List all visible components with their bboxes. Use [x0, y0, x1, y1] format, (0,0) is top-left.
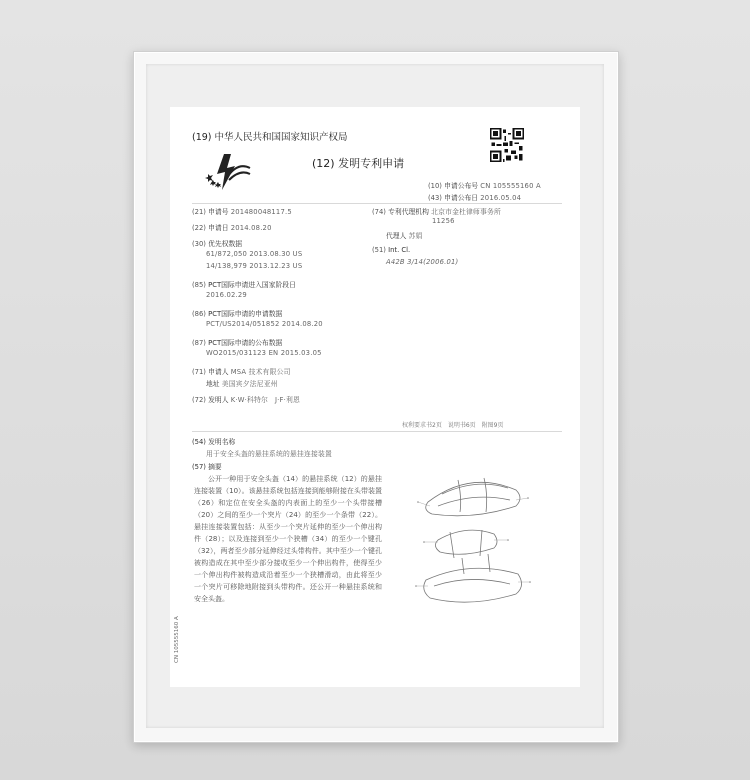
- helmet-drawing: [398, 462, 548, 632]
- field-priority-data: (30) 优先权数据: [192, 240, 243, 248]
- invention-title-label: (54) 发明名称: [192, 438, 236, 446]
- field-priority-2: 14/138,979 2013.12.23 US: [206, 262, 303, 270]
- publication-date: (43) 申请公布日 2016.05.04: [428, 194, 522, 202]
- qr-code: [490, 128, 524, 162]
- field-agency-code: 11256: [432, 217, 455, 225]
- cnipa-emblem: [204, 152, 252, 192]
- abstract-label: (57) 摘要: [192, 463, 222, 471]
- section-divider: [192, 431, 562, 432]
- publication-number: (10) 申请公布号 CN 105555160 A: [428, 182, 541, 190]
- field-agency: (74) 专利代理机构 北京市金杜律师事务所: [372, 208, 502, 216]
- field-application-number: (21) 申请号 201480048117.5: [192, 208, 292, 216]
- abstract-text: 公开一种用于安全头盔（14）的悬挂系统（12）的悬挂连接装置（10）。该悬挂系统包括连接到能够附接在头带装置（26）和定位在安全头盔的内表面上的至少一个头带接槽（20）之间的至少一个突片（24）的至少一个条带（22）。悬挂连接装置包括：从至少一个突片延伸的至少一个伸出构件（28）；以及连接到至少一个狭槽（34）的至少一个键孔（32），两者至少部分延伸经过头带构件。其中至少一个键孔被构造成在其中至少部分接收至少一个伸出构件，使得至少一个伸出构件被构造成沿着至少一个狭槽滑动，由此将至少一个突片可移除地附接到头带构件。还公开一种悬挂系统和安全头盔。: [194, 475, 382, 603]
- field-pct-publication: (87) PCT国际申请的公布数据: [192, 339, 283, 347]
- field-filing-date: (22) 申请日 2014.08.20: [192, 224, 272, 232]
- field-int-cl: (51) Int. Cl.: [372, 246, 411, 254]
- page-count-reference: 权利要求书2页 说明书6页 附图9页: [402, 422, 504, 429]
- field-pct-application-value: PCT/US2014/051852 2014.08.20: [206, 320, 323, 328]
- side-publication-code: CN 105555160 A: [174, 616, 180, 663]
- field-applicant: (71) 申请人 MSA 技术有限公司: [192, 368, 291, 376]
- field-address: 地址 美国宾夕法尼亚州: [206, 380, 278, 388]
- header-divider: [192, 203, 562, 204]
- field-priority-1: 61/872,050 2013.08.30 US: [206, 250, 303, 258]
- field-inventors: (72) 发明人 K·W·科特尔 J·F·利恩: [192, 396, 301, 404]
- document-type-title: (12) 发明专利申请: [312, 157, 405, 170]
- invention-title: 用于安全头盔的悬挂系统的悬挂连接装置: [206, 450, 332, 458]
- field-int-cl-value: A42B 3/14(2006.01): [386, 258, 459, 266]
- field-pct-national-phase: (85) PCT国际申请进入国家阶段日: [192, 281, 296, 289]
- issuing-authority: (19) 中华人民共和国国家知识产权局: [192, 132, 348, 143]
- field-pct-application: (86) PCT国际申请的申请数据: [192, 310, 283, 318]
- field-pct-publication-value: WO2015/031123 EN 2015.03.05: [206, 349, 322, 357]
- field-agent: 代理人 苏娟: [386, 232, 423, 240]
- field-pct-national-phase-date: 2016.02.29: [206, 291, 247, 299]
- patent-document: [170, 107, 580, 687]
